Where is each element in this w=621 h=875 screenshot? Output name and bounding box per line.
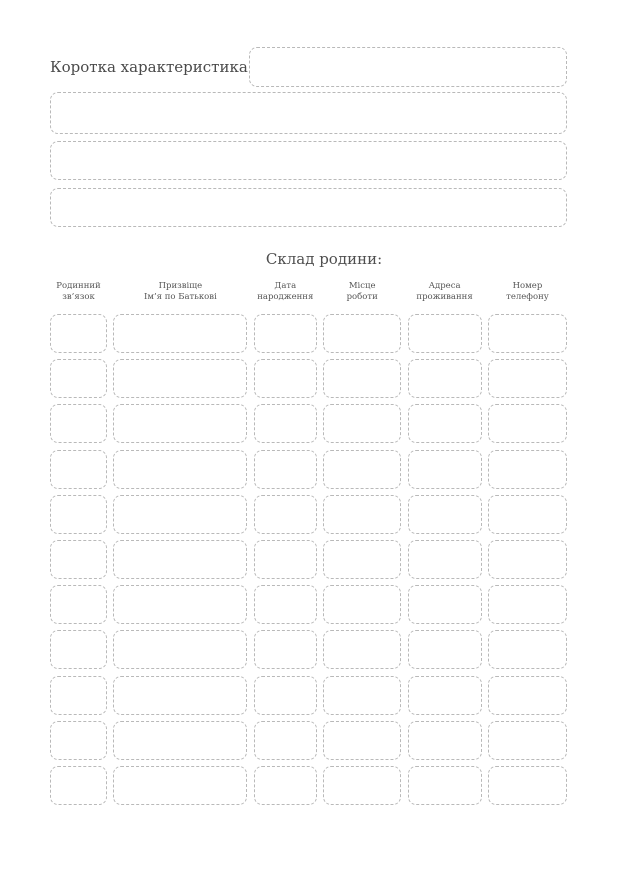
- column-header-workplace: [323, 281, 401, 302]
- family-cell-r4-c5[interactable]: [408, 450, 482, 489]
- family-table-row-6: [50, 540, 567, 579]
- family-section-title: Склад родини:: [265, 250, 383, 268]
- family-cell-r1-c5[interactable]: [408, 314, 482, 353]
- family-cell-r6-c1[interactable]: [50, 540, 107, 579]
- family-cell-r4-c1[interactable]: [50, 450, 107, 489]
- family-table-row-1: [50, 314, 567, 353]
- column-header-workplace-line2: роботи: [346, 291, 378, 302]
- column-header-phone-line2: телефону: [506, 291, 549, 302]
- family-cell-r2-c4[interactable]: [323, 359, 401, 398]
- column-header-full-name-line1: Призвіще: [158, 281, 203, 291]
- family-cell-r4-c3[interactable]: [254, 450, 317, 489]
- family-cell-r5-c1[interactable]: [50, 495, 107, 534]
- family-cell-r9-c4[interactable]: [323, 676, 401, 715]
- family-table-row-2: [50, 359, 567, 398]
- family-cell-r1-c6[interactable]: [488, 314, 567, 353]
- family-cell-r6-c5[interactable]: [408, 540, 482, 579]
- family-cell-r4-c2[interactable]: [113, 450, 247, 489]
- column-header-phone: [488, 281, 567, 302]
- family-cell-r3-c4[interactable]: [323, 404, 401, 443]
- family-cell-r7-c4[interactable]: [323, 585, 401, 624]
- family-cell-r5-c6[interactable]: [488, 495, 567, 534]
- family-cell-r8-c2[interactable]: [113, 630, 247, 669]
- family-table-row-4: [50, 450, 567, 489]
- column-header-relation-line1: Родинний: [56, 281, 101, 291]
- family-table-row-9: [50, 676, 567, 715]
- family-table-row-7: [50, 585, 567, 624]
- family-cell-r11-c1[interactable]: [50, 766, 107, 805]
- family-cell-r3-c3[interactable]: [254, 404, 317, 443]
- family-cell-r10-c4[interactable]: [323, 721, 401, 760]
- family-cell-r11-c2[interactable]: [113, 766, 247, 805]
- family-cell-r8-c4[interactable]: [323, 630, 401, 669]
- family-table-row-3: [50, 404, 567, 443]
- family-cell-r1-c1[interactable]: [50, 314, 107, 353]
- family-cell-r10-c5[interactable]: [408, 721, 482, 760]
- family-cell-r10-c3[interactable]: [254, 721, 317, 760]
- family-cell-r6-c2[interactable]: [113, 540, 247, 579]
- family-cell-r9-c1[interactable]: [50, 676, 107, 715]
- family-cell-r2-c6[interactable]: [488, 359, 567, 398]
- family-cell-r2-c1[interactable]: [50, 359, 107, 398]
- family-cell-r11-c6[interactable]: [488, 766, 567, 805]
- family-cell-r7-c3[interactable]: [254, 585, 317, 624]
- column-header-workplace-line1: Місце: [348, 281, 376, 291]
- family-cell-r8-c1[interactable]: [50, 630, 107, 669]
- column-header-full-name: [113, 281, 247, 302]
- family-cell-r5-c2[interactable]: [113, 495, 247, 534]
- family-cell-r10-c2[interactable]: [113, 721, 247, 760]
- family-cell-r7-c5[interactable]: [408, 585, 482, 624]
- column-header-birth-date: [254, 281, 317, 302]
- column-header-address: [408, 281, 482, 302]
- family-cell-r9-c2[interactable]: [113, 676, 247, 715]
- family-cell-r5-c4[interactable]: [323, 495, 401, 534]
- family-table-row-8: [50, 630, 567, 669]
- family-cell-r1-c4[interactable]: [323, 314, 401, 353]
- family-cell-r9-c6[interactable]: [488, 676, 567, 715]
- family-cell-r11-c3[interactable]: [254, 766, 317, 805]
- family-cell-r6-c3[interactable]: [254, 540, 317, 579]
- column-header-birth-date-line2: народження: [257, 291, 314, 302]
- family-cell-r3-c5[interactable]: [408, 404, 482, 443]
- column-header-relation: [50, 281, 107, 302]
- short-profile-field-2[interactable]: [50, 141, 567, 180]
- family-cell-r5-c5[interactable]: [408, 495, 482, 534]
- family-cell-r4-c4[interactable]: [323, 450, 401, 489]
- family-cell-r7-c2[interactable]: [113, 585, 247, 624]
- family-cell-r7-c6[interactable]: [488, 585, 567, 624]
- family-table-row-11: [50, 766, 567, 805]
- column-header-relation-line2: зв’язок: [62, 291, 95, 302]
- family-cell-r3-c2[interactable]: [113, 404, 247, 443]
- family-cell-r2-c2[interactable]: [113, 359, 247, 398]
- family-table-body: [50, 314, 567, 805]
- family-cell-r6-c4[interactable]: [323, 540, 401, 579]
- family-table-row-10: [50, 721, 567, 760]
- column-header-address-line2: проживання: [416, 291, 473, 302]
- family-cell-r2-c5[interactable]: [408, 359, 482, 398]
- family-table-row-5: [50, 495, 567, 534]
- family-cell-r11-c5[interactable]: [408, 766, 482, 805]
- family-cell-r1-c2[interactable]: [113, 314, 247, 353]
- short-profile-field-1[interactable]: [50, 92, 567, 134]
- family-cell-r2-c3[interactable]: [254, 359, 317, 398]
- family-cell-r3-c1[interactable]: [50, 404, 107, 443]
- short-profile-inline-field[interactable]: [249, 47, 567, 87]
- family-cell-r10-c1[interactable]: [50, 721, 107, 760]
- family-cell-r8-c3[interactable]: [254, 630, 317, 669]
- family-cell-r9-c5[interactable]: [408, 676, 482, 715]
- family-cell-r1-c3[interactable]: [254, 314, 317, 353]
- family-cell-r6-c6[interactable]: [488, 540, 567, 579]
- family-cell-r3-c6[interactable]: [488, 404, 567, 443]
- column-header-birth-date-line1: Дата: [274, 281, 297, 291]
- family-cell-r8-c6[interactable]: [488, 630, 567, 669]
- family-table-header: [50, 281, 567, 302]
- column-header-full-name-line2: Ім’я по Батькові: [143, 291, 217, 302]
- family-cell-r7-c1[interactable]: [50, 585, 107, 624]
- column-header-phone-line1: Номер: [512, 281, 543, 291]
- family-cell-r11-c4[interactable]: [323, 766, 401, 805]
- short-profile-label: Коротка характеристика: [50, 58, 248, 76]
- short-profile-field-3[interactable]: [50, 188, 567, 227]
- family-cell-r8-c5[interactable]: [408, 630, 482, 669]
- column-header-address-line1: Адреса: [428, 281, 461, 291]
- family-cell-r5-c3[interactable]: [254, 495, 317, 534]
- family-cell-r4-c6[interactable]: [488, 450, 567, 489]
- family-cell-r10-c6[interactable]: [488, 721, 567, 760]
- family-cell-r9-c3[interactable]: [254, 676, 317, 715]
